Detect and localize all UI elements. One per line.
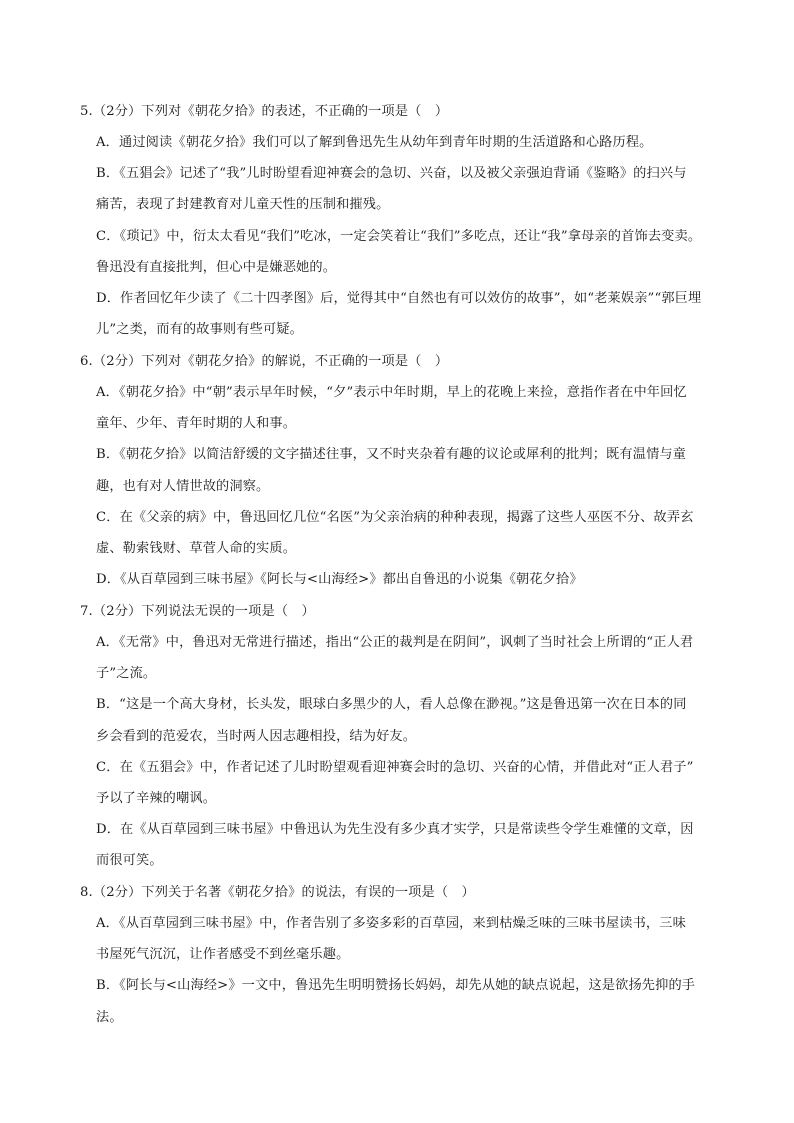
question-7-option-d-line-2: 而很可笑。 <box>96 853 163 868</box>
question-5-option-c-line-1: C．《琐记》中，衍太太看见“我们”吃冰，一定会笑着让“我们”多吃点，还让“我”拿母亲的首饰去变卖。 <box>96 229 702 244</box>
question-5-stem: 5.（2分）下列对《朝花夕拾》的表述，不正确的一项是（ ） <box>80 104 449 119</box>
question-5-option-d-line-2: 儿”之类，而有的故事则有些可疑。 <box>96 322 303 337</box>
question-7-option-a-line-1: A．《无常》中，鲁迅对无常进行描述，指出“公正的裁判是在阴间”，讽刺了当时社会上所谓的“正人君 <box>96 635 694 650</box>
question-7-option-b-line-2: 乡会看到的范爱农，当时两人因志趣相投，结为好友。 <box>96 729 417 744</box>
question-5-option-b-line-1: B．《五猖会》记述了“我”儿时盼望看迎神赛会的急切、兴奋，以及被父亲强迫背诵《鉴略》的扫兴与 <box>96 166 687 181</box>
question-7-option-c-line-1: C．在《五猖会》中，作者记述了儿时盼望观看迎神赛会时的急切、兴奋的心情，并借此对“正人君子” <box>96 760 694 775</box>
question-8-stem: 8.（2分）下列关于名著《朝花夕拾》的说法，有误的一项是（ ） <box>80 885 475 900</box>
question-7-option-d-line-1: D．在《从百草园到三味书屋》中鲁迅认为先生没有多少真才实学，只是常读些令学生难懂的文章，因 <box>96 822 694 837</box>
question-6-option-b-line-2: 趣，也有对人情世故的洞察。 <box>96 479 270 494</box>
question-7-option-a-line-2: 子”之流。 <box>96 666 157 681</box>
question-7-option-c-line-2: 予以了辛辣的嘲讽。 <box>96 791 217 806</box>
question-5-option-a: A．通过阅读《朝花夕拾》我们可以了解到鲁迅先生从幼年到青年时期的生活道路和心路历程。 <box>96 135 653 150</box>
question-7-option-b-line-1: B．“这是一个高大身材，长头发，眼球白多黑少的人，看人总像在渺视。”这是鲁迅第一次在日本的同 <box>96 697 687 712</box>
question-8-option-b-line-1: B．《阿长与<山海经>》一文中，鲁迅先生明明赞扬长妈妈，却先从她的缺点说起，这是欲扬先抑的手 <box>96 978 696 993</box>
question-6-stem: 6.（2分）下列对《朝花夕拾》的解说，不正确的一项是（ ） <box>80 354 449 369</box>
question-6-option-a-line-1: A．《朝花夕拾》中“朝”表示早年时候，“夕”表示中年时期，早上的花晚上来捡，意指作者在中年回忆 <box>96 385 687 400</box>
question-6-option-c-line-2: 虚、勒索钱财、草菅人命的实质。 <box>96 541 297 556</box>
question-8-option-a-line-2: 书屋死气沉沉，让作者感受不到丝毫乐趣。 <box>96 947 350 962</box>
question-5-option-c-line-2: 鲁迅没有直接批判，但心中是嫌恶她的。 <box>96 260 337 275</box>
question-6-option-c-line-1: C．在《父亲的病》中，鲁迅回忆几位“名医”为父亲治病的种种表现，揭露了这些人巫医不分、故弄玄 <box>96 510 694 525</box>
question-6-option-d: D．《从百草园到三味书屋》《阿长与<山海经>》都出自鲁迅的小说集《朝花夕拾》 <box>96 572 583 587</box>
question-7-stem: 7.（2分）下列说法无误的一项是（ ） <box>80 604 315 619</box>
question-6-option-a-line-2: 童年、少年、青年时期的人和事。 <box>96 416 297 431</box>
question-5-option-b-line-2: 痛苦，表现了封建教育对儿童天性的压制和摧残。 <box>96 197 390 212</box>
question-5-option-d-line-1: D．作者回忆年少读了《二十四孝图》后，觉得其中“自然也有可以效仿的故事”，如“老莱娱亲”“郭巨埋 <box>96 291 702 306</box>
question-6-option-b-line-1: B．《朝花夕拾》以简洁舒缓的文字描述往事，又不时夹杂着有趣的议论或犀利的批判；既有温情与童 <box>96 447 687 462</box>
question-8-option-a-line-1: A．《从百草园到三味书屋》中，作者告别了多姿多彩的百草园，来到枯燥乏味的三味书屋读书，三味 <box>96 916 686 931</box>
question-8-option-b-line-2: 法。 <box>96 1010 123 1025</box>
